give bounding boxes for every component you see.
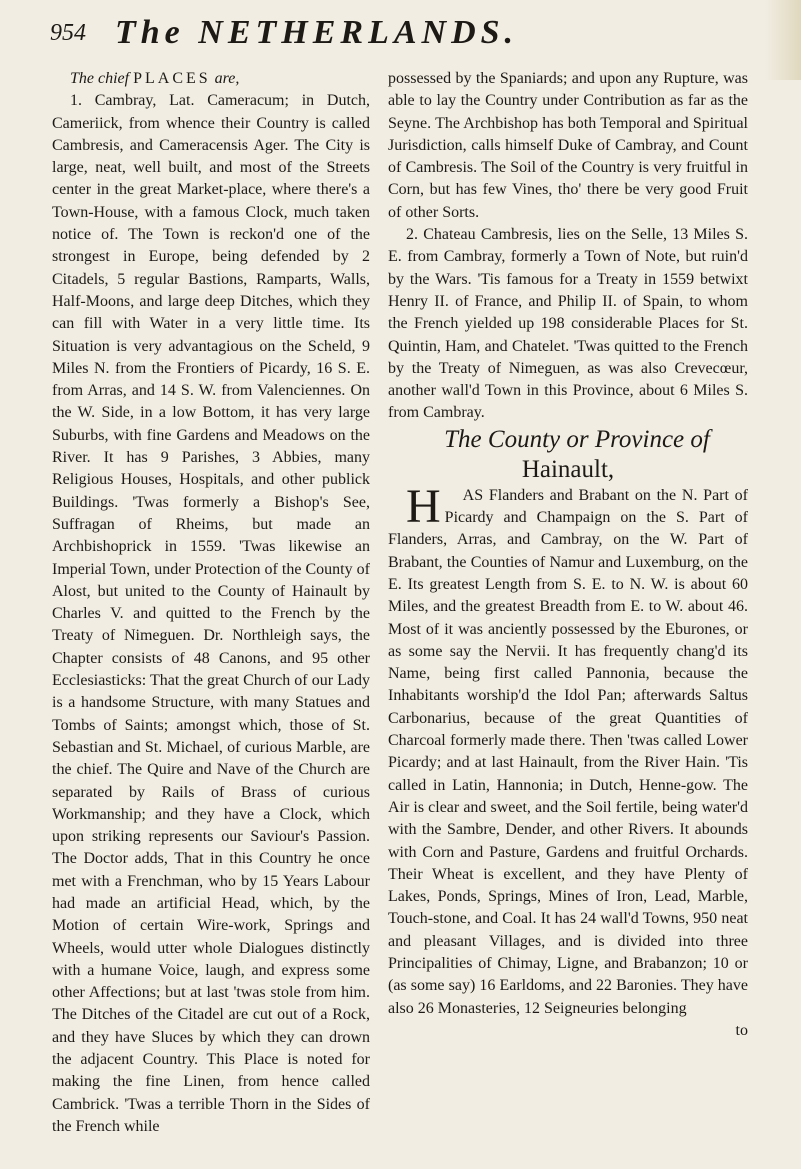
catchword: to <box>735 1021 748 1039</box>
cambray-paragraph: 1. Cambray, Lat. Cameracum; in Dutch, Cameriick, from whence their Country is called Cambresis, and Cameracensis Ager. The City is large, neat, well built, and most of the Streets center in the great Market-place, where there's a Town-House, with a famous Clock, much taken notice of. The Town is reckon'd one of the strongest in Europe, being defended by 2 Citadels, 5 regular Bastions, Ramparts, Walls, Half-Moons, and large deep Ditches, which they can fill with Water in a very little time. Its Situation is very advantagious on the Scheld, 9 Miles N. from the Frontiers of Picardy, 16 S. E. from Arras, and 14 S. W. from Valenciennes. On the W. Side, in a low Bottom, it has very large Suburbs, with fine Gardens and Meadows on the River. It has 9 Parishes, 3 Abbies, many Religious Houses, Hospitals, and other publick Buildings. 'Twas formerly a Bishop's See, Suffragan of Rheims, but made an Archbishoprick in 1559. 'Twas likewise an Imperial Town, under Protection of the County of Alost, but united to the County of Hainault by Charles V. and quitted to the French by the Treaty of Nimeguen. Dr. Northleigh says, the Chapter consists of 48 Canons, and 95 other Ecclesiasticks: That the great Church of our Lady is a handsome Structure, with many Statues and Tombs of Saints; amongst which, those of St. Sebastian and St. Michael, of curious Marble, are the chief. The Quire and Nave of the Church are separated by Rails of Brass of curious Workmanship; and they have a Clock, which upon striking represents our Saviour's Passion. The Doctor adds, That in this Country he once met with a Frenchman, who by 15 Years Labour had made an artificial Head, which, by the Motion of certain Wire-work, Springs and Wheels, would utter whole Dialogues distinctly with a humane Voice, laugh, and express some other Affections; but at last 'twas stole from him. The Ditches of the Citadel are cut out of a Rock, and they have Sluces by which they can drown the adjacent Country. This Place is noted for making the fine Linen, from hence called Cambrick. 'Twas a terrible Thorn in the Sides of the French while <box>52 92 370 1135</box>
page-header <box>50 10 770 60</box>
heading-suffix: are, <box>214 70 240 87</box>
hainault-section-title <box>388 425 748 485</box>
county-title-plain: Hainault, <box>521 455 615 483</box>
running-title: The NETHERLANDS. <box>115 14 519 51</box>
right-column <box>388 68 748 1042</box>
chateau-cambresis-paragraph: 2. Chateau Cambresis, lies on the Selle, 13 Miles S. E. from Cambray, formerly a Town of Note, but ruin'd by the Wars. 'Tis famous for a Treaty in 1559 betwixt Henry II. of France, and Philip II. of Spain, to whom the French yielded up 198 considerable Places for St. Quintin, Ham, and Chatelet. 'Twas quitted to the French by the Treaty of Nimeguen, as was also Crevecœur, another wall'd Town in this Province, about 6 Miles S. from Cambray. <box>388 226 748 422</box>
cambray-continuation-paragraph: possessed by the Spaniards; and upon any Rupture, was able to lay the Country under Contribution as far as the Seyne. The Archbishop has both Temporal and Spiritual Jurisdiction, calls himself Duke of Cambray, and Count of Cambresis. The Soil of the Country is very fruitful in Corn, but has few Vines, tho' there be very good Fruit of other Sorts. <box>388 70 748 221</box>
heading-prefix: The chief <box>70 70 130 87</box>
hainault-paragraph <box>388 479 748 1020</box>
left-column <box>52 68 370 1138</box>
drop-cap: H <box>406 479 441 533</box>
page-edge-stain <box>765 0 801 80</box>
chief-places-heading <box>52 68 370 90</box>
county-title-italic: The County or Province of <box>444 425 710 453</box>
heading-caps: PLACES <box>133 70 211 87</box>
hainault-paragraph-text: AS Flanders and Brabant on the N. Part of Picardy and Champaign on the S. Part of Flanders, Arras, and Cambray, on the W. Part of Brabant, the Counties of Namur and Luxemburg, on the E. Its greatest Length from S. E. to N. W. is about 60 Miles, and the greatest Breadth from E. to W. about 46. Most of it was anciently possessed by the Eburones, or as some say the Nervii. It has frequently chang'd its Name, being first called Pannonia, because the Inhabitants worship'd the Idol Pan; afterwards Saltus Carbonarius, because of the great Quantities of Charcoal formerly made there. Then 'twas called Lower Picardy; and at last Hainault, from the River Hain. 'Tis called in Latin, Hannonia; in Dutch, Henne-gow. The Air is clear and sweet, and the Soil fertile, being water'd with the Sambre, Dender, and other Rivers. It abounds with Corn and Pasture, Gardens and fruitful Orchards. Their Wheat is excellent, and they have Plenty of Lakes, Ponds, Springs, Mines of Iron, Lead, Marble, Touch-stone, and Coal. It has 24 wall'd Towns, 950 neat and pleasant Villages, and is divided into three Principalities of Chimay, Ligne, and Brabanzon; 10 or (as some say) 16 Earldoms, and 22 Baronies. They have also 26 Monasteries, 12 Seigneuries belonging <box>388 486 748 1017</box>
page-number: 954 <box>50 20 86 46</box>
